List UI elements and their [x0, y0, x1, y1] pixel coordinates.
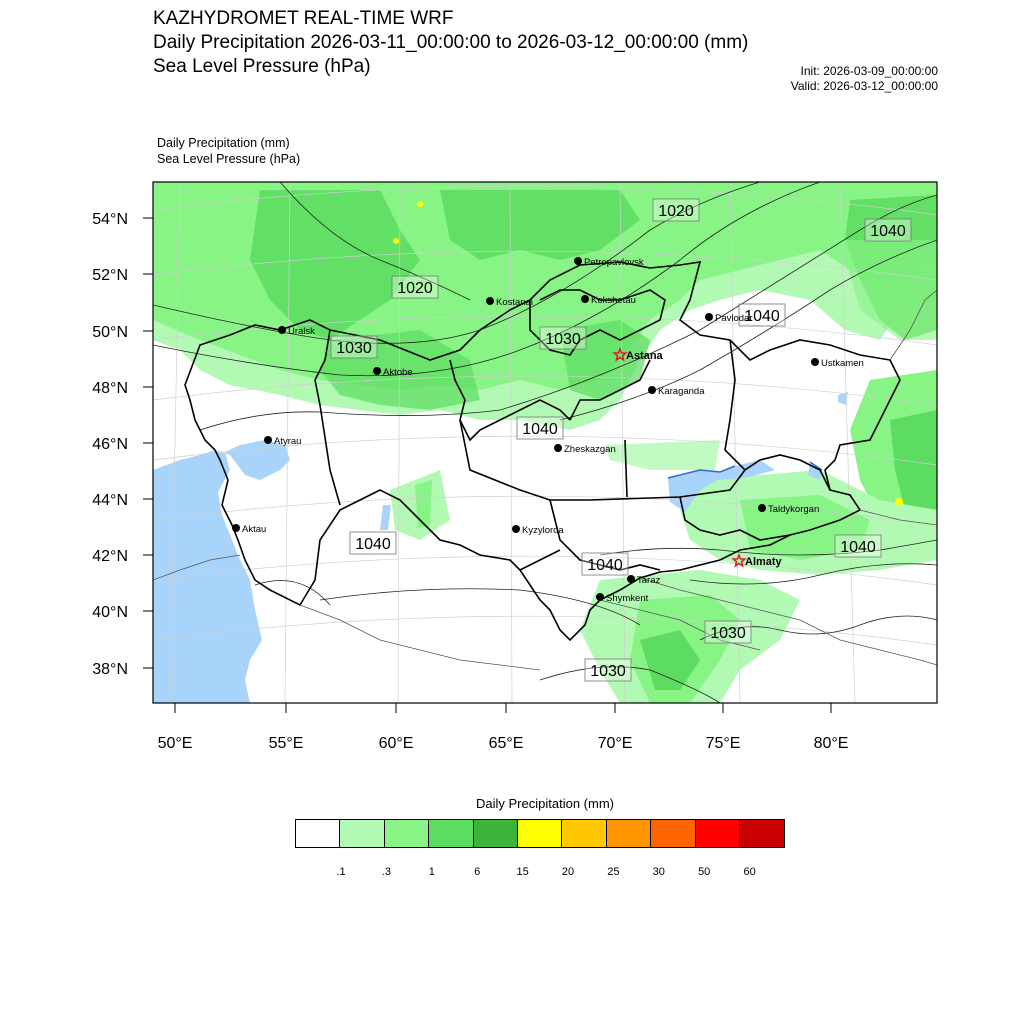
- lon-tick-label: 50°E: [157, 735, 193, 752]
- colorbar-swatch: [651, 820, 695, 847]
- isobar-label: 1040: [840, 539, 876, 556]
- field-label-precip: Daily Precipitation (mm): [157, 136, 290, 150]
- city-label: Aktau: [242, 524, 267, 535]
- lat-tick-label: 54°N: [92, 211, 128, 228]
- city-label: Shymkent: [606, 593, 649, 604]
- city-dot: [486, 297, 494, 305]
- valid-time: Valid: 2026-03-12_00:00:00: [790, 79, 938, 93]
- city-label: Taldykorgan: [768, 504, 820, 515]
- colorbar-label: 20: [561, 866, 575, 878]
- chart-title-slp: Sea Level Pressure (hPa): [153, 56, 371, 77]
- colorbar-label: 15: [516, 866, 529, 878]
- lon-tick-label: 55°E: [268, 735, 304, 752]
- colorbar-swatch: [429, 820, 473, 847]
- colorbar-swatch: [385, 820, 429, 847]
- city-dot: [581, 295, 589, 303]
- isobar-label: 1040: [744, 308, 780, 325]
- city-dot: [373, 367, 381, 375]
- chart-title-precip: Daily Precipitation 2026-03-11_00:00:00 to 2026-03-12_00:00:00 (mm): [153, 32, 749, 53]
- lat-tick-label: 46°N: [92, 436, 128, 453]
- city-label: Ustkamen: [821, 358, 864, 369]
- colorbar-label: 50: [698, 866, 711, 878]
- colorbar-swatch: [296, 820, 340, 847]
- colorbar-title: Daily Precipitation (mm): [476, 796, 614, 811]
- colorbar-label: 1: [428, 866, 435, 878]
- isobar-label: 1030: [545, 331, 581, 348]
- chart-title: KAZHYDROMET REAL-TIME WRF: [153, 8, 454, 29]
- colorbar-label: .1: [336, 866, 346, 878]
- city-dot: [596, 593, 604, 601]
- lat-tick-label: 38°N: [92, 661, 128, 678]
- isobar-label: 1040: [870, 223, 906, 240]
- field-label-slp: Sea Level Pressure (hPa): [157, 152, 301, 166]
- city-label: Zheskazgan: [564, 444, 616, 455]
- colorbar-swatch: [607, 820, 651, 847]
- colorbar-swatch: [340, 820, 384, 847]
- isobar-label: 1020: [397, 280, 433, 297]
- city-label: Kyzylorda: [522, 525, 564, 536]
- city-label: Uralsk: [288, 326, 315, 337]
- isobar-label: 1040: [522, 421, 558, 438]
- isobar-label: 1030: [590, 663, 626, 680]
- colorbar: [295, 819, 785, 848]
- colorbar-label: 6: [474, 866, 481, 878]
- city-dot: [512, 525, 520, 533]
- colorbar-label: 30: [652, 866, 665, 878]
- city-label: Astana: [626, 350, 663, 362]
- lon-tick-label: 65°E: [488, 735, 524, 752]
- city-label: Karaganda: [658, 386, 705, 397]
- city-dot: [705, 313, 713, 321]
- colorbar-swatch: [562, 820, 606, 847]
- colorbar-label: 60: [743, 866, 756, 878]
- isobar-label: 1040: [587, 557, 623, 574]
- colorbar-swatch: [474, 820, 518, 847]
- colorbar-swatch: [518, 820, 562, 847]
- latitude-axis: [92, 211, 153, 678]
- longitude-axis: [158, 703, 849, 752]
- lat-tick-label: 44°N: [92, 492, 128, 509]
- city-dot: [264, 436, 272, 444]
- city-label: Pavlodar: [715, 313, 753, 324]
- colorbar-labels: [0, 866, 1024, 882]
- lon-tick-label: 80°E: [813, 735, 849, 752]
- lon-tick-label: 60°E: [378, 735, 414, 752]
- city-dot: [554, 444, 562, 452]
- city-dot: [758, 504, 766, 512]
- colorbar-swatch: [696, 820, 740, 847]
- city-label: Taraz: [637, 575, 661, 586]
- city-dot: [648, 386, 656, 394]
- city-label: Almaty: [745, 556, 782, 568]
- city-label: Atyrau: [274, 436, 302, 447]
- lon-tick-label: 75°E: [705, 735, 741, 752]
- city-dot: [811, 358, 819, 366]
- city-label: Kokshetau: [591, 295, 636, 306]
- lat-tick-label: 42°N: [92, 548, 128, 565]
- city-label: Petropavlovsk: [584, 257, 644, 268]
- city-dot: [232, 524, 240, 532]
- city-dot: [627, 575, 635, 583]
- isobar-label: 1030: [336, 340, 372, 357]
- colorbar-label: 25: [607, 866, 620, 878]
- city-label: Aktobe: [383, 367, 413, 378]
- isobar-label: 1030: [710, 625, 746, 642]
- colorbar-swatch: [740, 820, 784, 847]
- lat-tick-label: 48°N: [92, 380, 128, 397]
- lat-tick-label: 40°N: [92, 604, 128, 621]
- lon-tick-label: 70°E: [597, 735, 633, 752]
- city-dot: [574, 257, 582, 265]
- city-dot: [278, 326, 286, 334]
- lat-tick-label: 50°N: [92, 324, 128, 341]
- lat-tick-label: 52°N: [92, 267, 128, 284]
- isobar-label: 1020: [658, 203, 694, 220]
- isobar-label: 1040: [355, 536, 391, 553]
- city-label: Kostanai: [496, 297, 533, 308]
- init-time: Init: 2026-03-09_00:00:00: [800, 64, 938, 78]
- colorbar-label: .3: [381, 866, 391, 878]
